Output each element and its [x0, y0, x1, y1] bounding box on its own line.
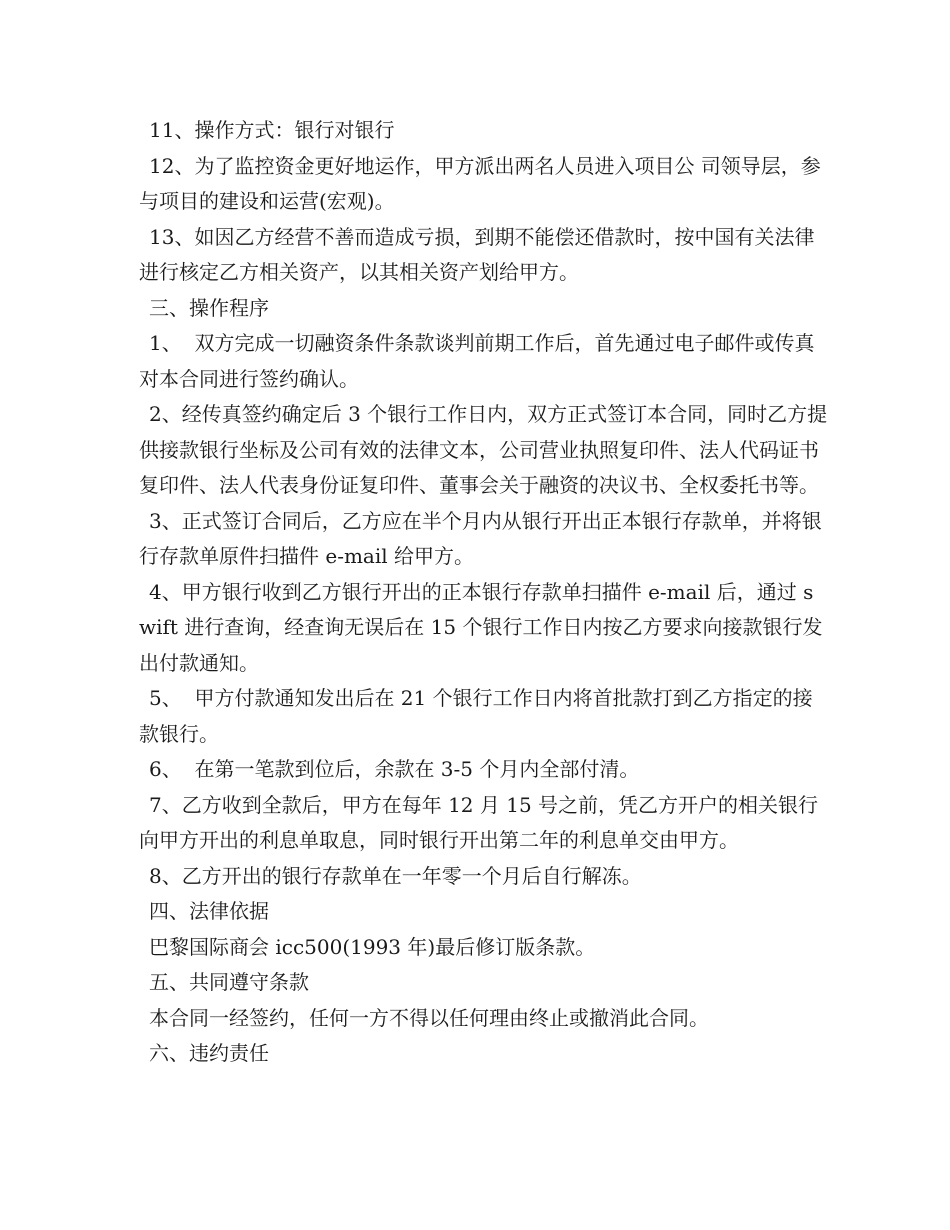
procedure-step-7: 7、乙方收到全款后，甲方在每年 12 月 15 号之前，凭乙方开户的相关银行向甲方开出的利息单取息，同时银行开出第二年的利息单交由甲方。: [139, 792, 819, 852]
procedure-step-2: 2、经传真签约确定后 3 个银行工作日内，双方正式签订本合同，同时乙方提供接款银行坐标及公司有效的法律文本，公司营业执照复印件、法人代码证书复印件、法人代表身份证复印件、董事会关于融资的决议书、全权委托书等。: [139, 402, 828, 497]
legal-basis-text: 巴黎国际商会 icc500(1993 年)最后修订版条款。: [149, 934, 596, 959]
section-heading-breach-liability: 六、违约责任: [149, 1041, 269, 1065]
section-heading-procedure: 三、操作程序: [149, 295, 269, 320]
section-heading-legal-basis: 四、法律依据: [149, 899, 269, 923]
procedure-step-4: 4、甲方银行收到乙方银行开出的正本银行存款单扫描件 e-mail 后，通过 swift 进行查询，经查询无误后在 15 个银行工作日内按乙方要求向接款银行发出付款通知。: [139, 579, 823, 675]
section-heading-common-terms: 五、共同遵守条款: [149, 970, 309, 994]
procedure-step-5: 5、 甲方付款通知发出后在 21 个银行工作日内将首批款打到乙方指定的接款银行。: [139, 686, 813, 746]
procedure-step-1: 1、 双方完成一切融资条件条款谈判前期工作后，首先通过电子邮件或传真对本合同进行签约确认。: [139, 331, 815, 391]
procedure-step-3: 3、正式签订合同后，乙方应在半个月内从银行开出正本银行存款单，并将银行存款单原件扫描件 e-mail 给甲方。: [139, 508, 822, 568]
document-body: [139, 113, 829, 1072]
clause-11: 11、操作方式：银行对银行: [149, 118, 395, 142]
procedure-step-6: 6、 在第一笔款到位后，余款在 3-5 个月内全部付清。: [149, 757, 640, 781]
clause-12: 12、为了监控资金更好地运作，甲方派出两名人员进入项目公 司领导层，参与项目的建设和运营(宏观)。: [139, 153, 821, 213]
procedure-step-8: 8、乙方开出的银行存款单在一年零一个月后自行解冻。: [149, 863, 642, 888]
clause-13: 13、如因乙方经营不善而造成亏损，到期不能偿还借款时，按中国有关法律进行核定乙方相关资产，以其相关资产划给甲方。: [139, 224, 815, 284]
common-terms-text: 本合同一经签约，任何一方不得以任何理由终止或撤消此合同。: [149, 1005, 709, 1030]
